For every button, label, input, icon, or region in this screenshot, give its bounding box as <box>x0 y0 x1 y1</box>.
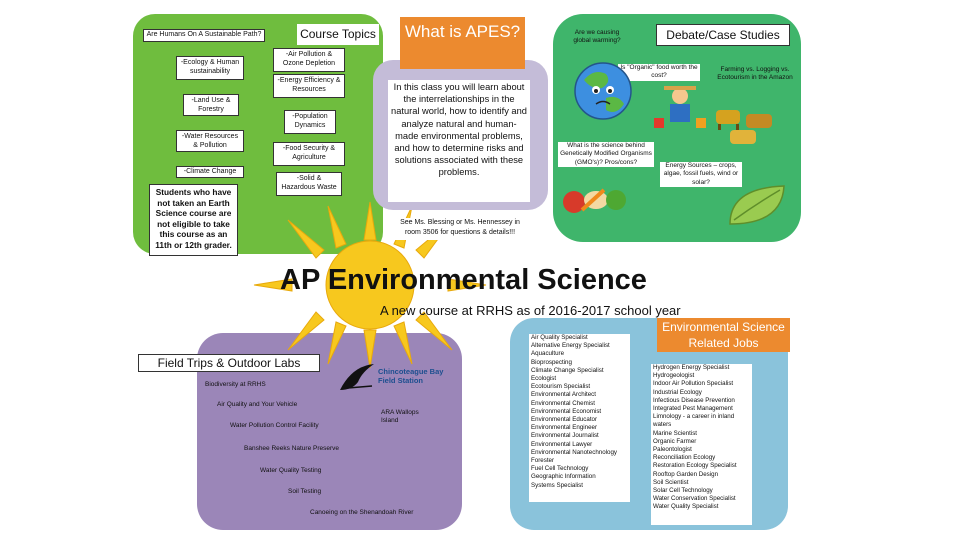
trip-soil: Soil Testing <box>288 488 322 495</box>
job-item: Environmental Architect <box>531 391 596 399</box>
job-item: Organic Farmer <box>653 437 697 445</box>
trip-air-quality: Air Quality and Your Vehicle <box>217 401 298 408</box>
job-item: Water Quality Specialist <box>653 503 719 511</box>
topic-ecology: -Ecology & Human sustainability <box>176 56 244 80</box>
topic-water: -Water Resources & Pollution <box>176 130 244 152</box>
trip-banshee: Banshee Reeks Nature Preserve <box>244 445 340 452</box>
job-item: Hydrogeologist <box>653 372 695 380</box>
trip-water-pollution: Water Pollution Control Facility <box>230 422 319 429</box>
topic-climate: -Climate Change <box>176 166 244 178</box>
debate-item-gmo: What is the science behind Genetically Modified Organisms (GMO's)? Pros/cons? <box>558 142 654 167</box>
debate-item-organic: Is "Organic" food worth the cost? <box>618 64 700 81</box>
job-item: Bioprospecting <box>531 358 572 366</box>
topic-air: -Air Pollution & Ozone Depletion <box>273 48 345 72</box>
job-item: Soil Scientist <box>653 478 689 486</box>
job-item: Environmental Journalist <box>531 432 599 440</box>
job-item: Environmental Educator <box>531 416 598 424</box>
jobs-list-2 <box>653 364 753 512</box>
job-item: Reconciliation Ecology <box>653 454 716 462</box>
jobs-heading: Environmental Science Related Jobs <box>657 318 790 352</box>
jobs-list-1 <box>531 334 631 490</box>
job-item: Industrial Ecology <box>653 388 702 396</box>
cows-graphic <box>712 104 786 148</box>
debate-item-warming: Are we causing global warming? <box>573 29 621 45</box>
job-item: Environmental Chemist <box>531 399 595 407</box>
eligibility-note: Students who have not taken an Earth Science course are not eligible to take this course as an 11th or 12th grader. <box>149 184 238 256</box>
job-item: Environmental Lawyer <box>531 440 593 448</box>
sustainable-path-question: Are Humans On A Sustainable Path? <box>143 29 265 42</box>
job-item: Alternative Energy Specialist <box>531 342 610 350</box>
earth-cartoon <box>572 60 634 122</box>
job-item: Forester <box>531 457 555 465</box>
job-item: Water Conservation Specialist <box>653 495 736 503</box>
topic-population: -Population Dynamics <box>284 110 336 134</box>
vegetables-graphic <box>560 178 632 218</box>
leaf-graphic <box>726 182 788 230</box>
job-item: Indoor Air Pollution Specialist <box>653 380 734 388</box>
chincoteague-logo-icon <box>338 360 376 394</box>
topic-land-use: -Land Use & Forestry <box>183 94 239 116</box>
debate-heading: Debate/Case Studies <box>656 24 790 46</box>
job-item: Environmental Engineer <box>531 424 598 432</box>
job-item: Solar Cell Technology <box>653 487 713 495</box>
job-item: Environmental Economist <box>531 407 602 415</box>
job-item: Environmental Nanotechnology <box>531 448 617 456</box>
fieldtrips-heading: Field Trips & Outdoor Labs <box>138 354 320 372</box>
job-item: Paleontologist <box>653 446 692 454</box>
job-item: Fuel Cell Technology <box>531 465 589 473</box>
job-item: Infectious Disease Prevention <box>653 396 735 404</box>
job-item: Ecologist <box>531 375 557 383</box>
job-item: Air Quality Specialist <box>531 334 588 341</box>
job-item: Integrated Pest Management <box>653 405 733 413</box>
job-item: Ecotourism Specialist <box>531 383 591 391</box>
topic-food: -Food Security & Agriculture <box>273 142 345 166</box>
trip-biodiversity: Biodiversity at RRHS <box>205 381 266 388</box>
job-item: Hydrogen Energy Specialist <box>653 364 730 371</box>
trip-wallops: ARA Wallops Island <box>381 409 419 425</box>
job-item: Rooftop Garden Design <box>653 470 719 478</box>
main-subtitle: A new course at RRHS as of 2016-2017 school year <box>380 303 681 318</box>
job-item: Marine Scientist <box>653 429 698 437</box>
topic-energy: -Energy Efficiency & Resources <box>273 74 345 98</box>
debate-item-energy: Energy Sources – crops, algae, fossil fuels, wind or solar? <box>660 162 742 187</box>
job-item: Limnology - a career in inland waters <box>653 413 735 429</box>
job-item: Restoration Ecology Specialist <box>653 462 737 470</box>
job-item: Aquaculture <box>531 350 565 358</box>
apes-title: What is APES? <box>400 17 525 69</box>
farmer-cartoon <box>650 82 710 132</box>
apes-contact: See Ms. Blessing or Ms. Hennessey in room 3506 for questions & details!!! <box>394 218 526 240</box>
trip-water-testing: Water Quality Testing <box>260 467 322 474</box>
trip-canoeing: Canoeing on the Shenandoah River <box>310 509 414 516</box>
chincoteague-logo-text: Chincoteague Bay Field Station <box>378 367 444 385</box>
debate-item-amazon: Farming vs. Logging vs. Ecotourism in the Amazon <box>717 66 793 82</box>
apes-body: In this class you will learn about the interrelationships in the natural world, how to identify and analyze natural and human-made environmental problems, and how to determine risks and solutions associated with these problems. <box>388 80 530 202</box>
course-topics-heading: Course Topics <box>297 24 379 45</box>
topic-waste: -Solid & Hazardous Waste <box>276 172 342 196</box>
job-item: Geographic Information Systems Specialist <box>531 473 596 489</box>
main-title: AP Environmental Science <box>280 264 647 296</box>
job-item: Climate Change Specialist <box>531 366 604 374</box>
